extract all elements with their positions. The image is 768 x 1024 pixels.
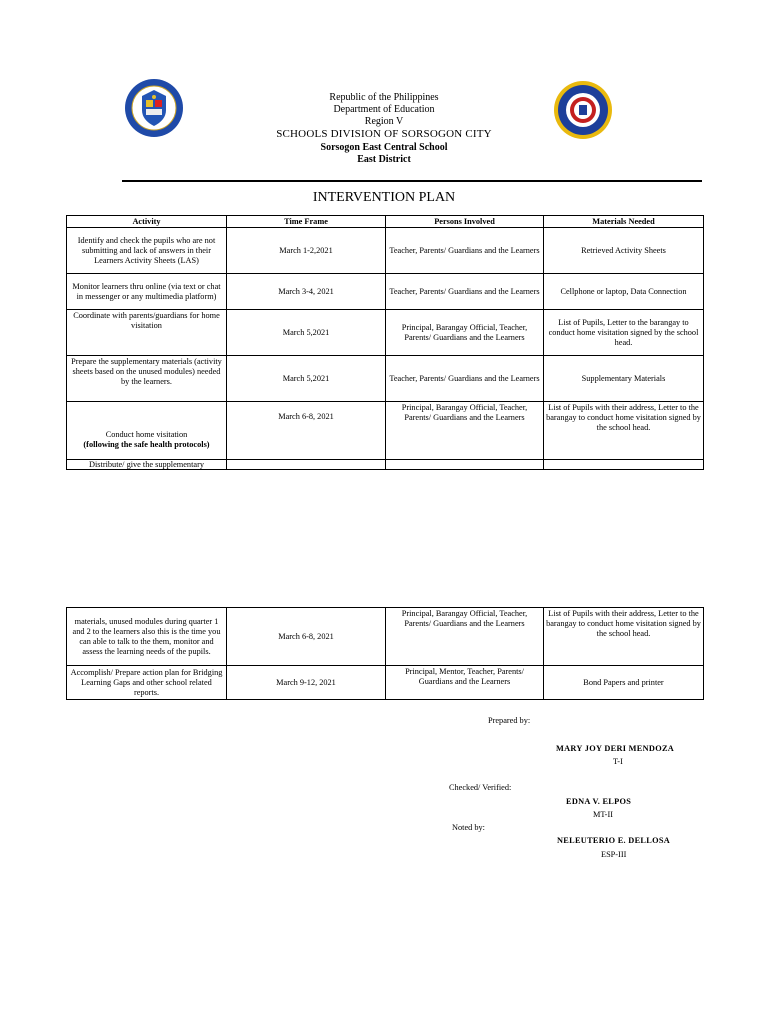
page-title: INTERVENTION PLAN	[312, 190, 456, 205]
prepared-by-label: Prepared by:	[488, 716, 531, 725]
cell-time: March 6-8, 2021	[227, 608, 386, 666]
cell-activity-text: Conduct home visitation	[105, 429, 188, 439]
cell-materials: List of Pupils, Letter to the barangay to conduct home visitation signed by the school head.	[544, 310, 704, 356]
cell-time: March 5,2021	[227, 356, 386, 402]
table-row	[67, 608, 704, 666]
cell-time: March 6-8, 2021	[227, 402, 386, 460]
header-department: Department of Education	[333, 104, 435, 115]
table-row	[67, 274, 704, 310]
col-activity: Activity	[67, 216, 227, 228]
table-row	[67, 310, 704, 356]
header-republic: Republic of the Philippines	[329, 92, 439, 103]
cell-persons: Principal, Barangay Official, Teacher, Parents/ Guardians and the Learners	[386, 608, 544, 666]
cell-activity: Prepare the supplementary materials (activity sheets based on the unused modules) needed by the learners.	[67, 356, 227, 402]
table-row	[67, 402, 704, 460]
prepared-by-position: T-I	[613, 757, 623, 766]
cell-activity: Distribute/ give the supplementary	[67, 460, 227, 470]
cell-activity: Monitor learners thru online (via text or chat in messenger or any multimedia platform)	[67, 274, 227, 310]
cell-time: March 3-4, 2021	[227, 274, 386, 310]
header-divider	[122, 180, 702, 182]
cell-persons: Teacher, Parents/ Guardians and the Learners	[386, 228, 544, 274]
intervention-table-continued	[66, 607, 704, 700]
noted-by-position: ESP-III	[601, 850, 627, 859]
col-persons: Persons Involved	[386, 216, 544, 228]
checked-by-position: MT-II	[593, 810, 613, 819]
cell-materials	[544, 460, 704, 470]
cell-persons	[386, 460, 544, 470]
col-time-frame: Time Frame	[227, 216, 386, 228]
cell-materials: List of Pupils with their address, Letter to the barangay to conduct home visitation signed by the school head.	[544, 402, 704, 460]
checked-by-name: EDNA V. ELPOS	[566, 797, 632, 806]
cell-time	[227, 460, 386, 470]
cell-activity: materials, unused modules during quarter 1 and 2 to the learners also this is the time you can able to talk to the them, monitor and assess the learning needs of the pupils.	[67, 608, 227, 666]
cell-materials: List of Pupils with their address, Letter to the barangay to conduct home visitation signed by the school head.	[544, 608, 704, 666]
cell-materials: Supplementary Materials	[544, 356, 704, 402]
header-school: Sorsogon East Central School	[320, 142, 448, 153]
cell-persons: Principal, Mentor, Teacher, Parents/ Guardians and the Learners	[386, 666, 544, 700]
cell-persons: Principal, Barangay Official, Teacher, Parents/ Guardians and the Learners	[386, 402, 544, 460]
cell-time: March 5,2021	[227, 310, 386, 356]
table-row	[67, 228, 704, 274]
cell-activity: Accomplish/ Prepare action plan for Bridging Learning Gaps and other school related reports.	[67, 666, 227, 700]
cell-persons: Teacher, Parents/ Guardians and the Learners	[386, 356, 544, 402]
cell-activity: Identify and check the pupils who are not submitting and lack of answers in their Learners Activity Sheets (LAS)	[67, 228, 227, 274]
cell-persons: Principal, Barangay Official, Teacher, Parents/ Guardians and the Learners	[386, 310, 544, 356]
header-division: SCHOOLS DIVISION OF SORSOGON CITY	[276, 128, 492, 140]
col-materials: Materials Needed	[544, 216, 704, 228]
noted-by-label: Noted by:	[452, 823, 485, 832]
cell-materials: Cellphone or laptop, Data Connection	[544, 274, 704, 310]
noted-by-name: NELEUTERIO E. DELLOSA	[557, 836, 671, 845]
table-header-row	[67, 216, 704, 228]
prepared-by-name: MARY JOY DERI MENDOZA	[556, 744, 675, 753]
intervention-table	[66, 215, 704, 470]
header-district: East District	[357, 154, 411, 165]
cell-activity-note: (following the safe health protocols)	[83, 439, 210, 449]
header-region: Region V	[364, 116, 404, 127]
table-row	[67, 460, 704, 470]
table-row	[67, 666, 704, 700]
cell-activity	[67, 402, 227, 460]
cell-materials: Retrieved Activity Sheets	[544, 228, 704, 274]
checked-by-label: Checked/ Verified:	[449, 783, 512, 792]
cell-time: March 9-12, 2021	[227, 666, 386, 700]
cell-time: March 1-2,2021	[227, 228, 386, 274]
cell-activity: Coordinate with parents/guardians for home visitation	[67, 310, 227, 356]
cell-materials: Bond Papers and printer	[544, 666, 704, 700]
cell-persons: Teacher, Parents/ Guardians and the Learners	[386, 274, 544, 310]
table-row	[67, 356, 704, 402]
